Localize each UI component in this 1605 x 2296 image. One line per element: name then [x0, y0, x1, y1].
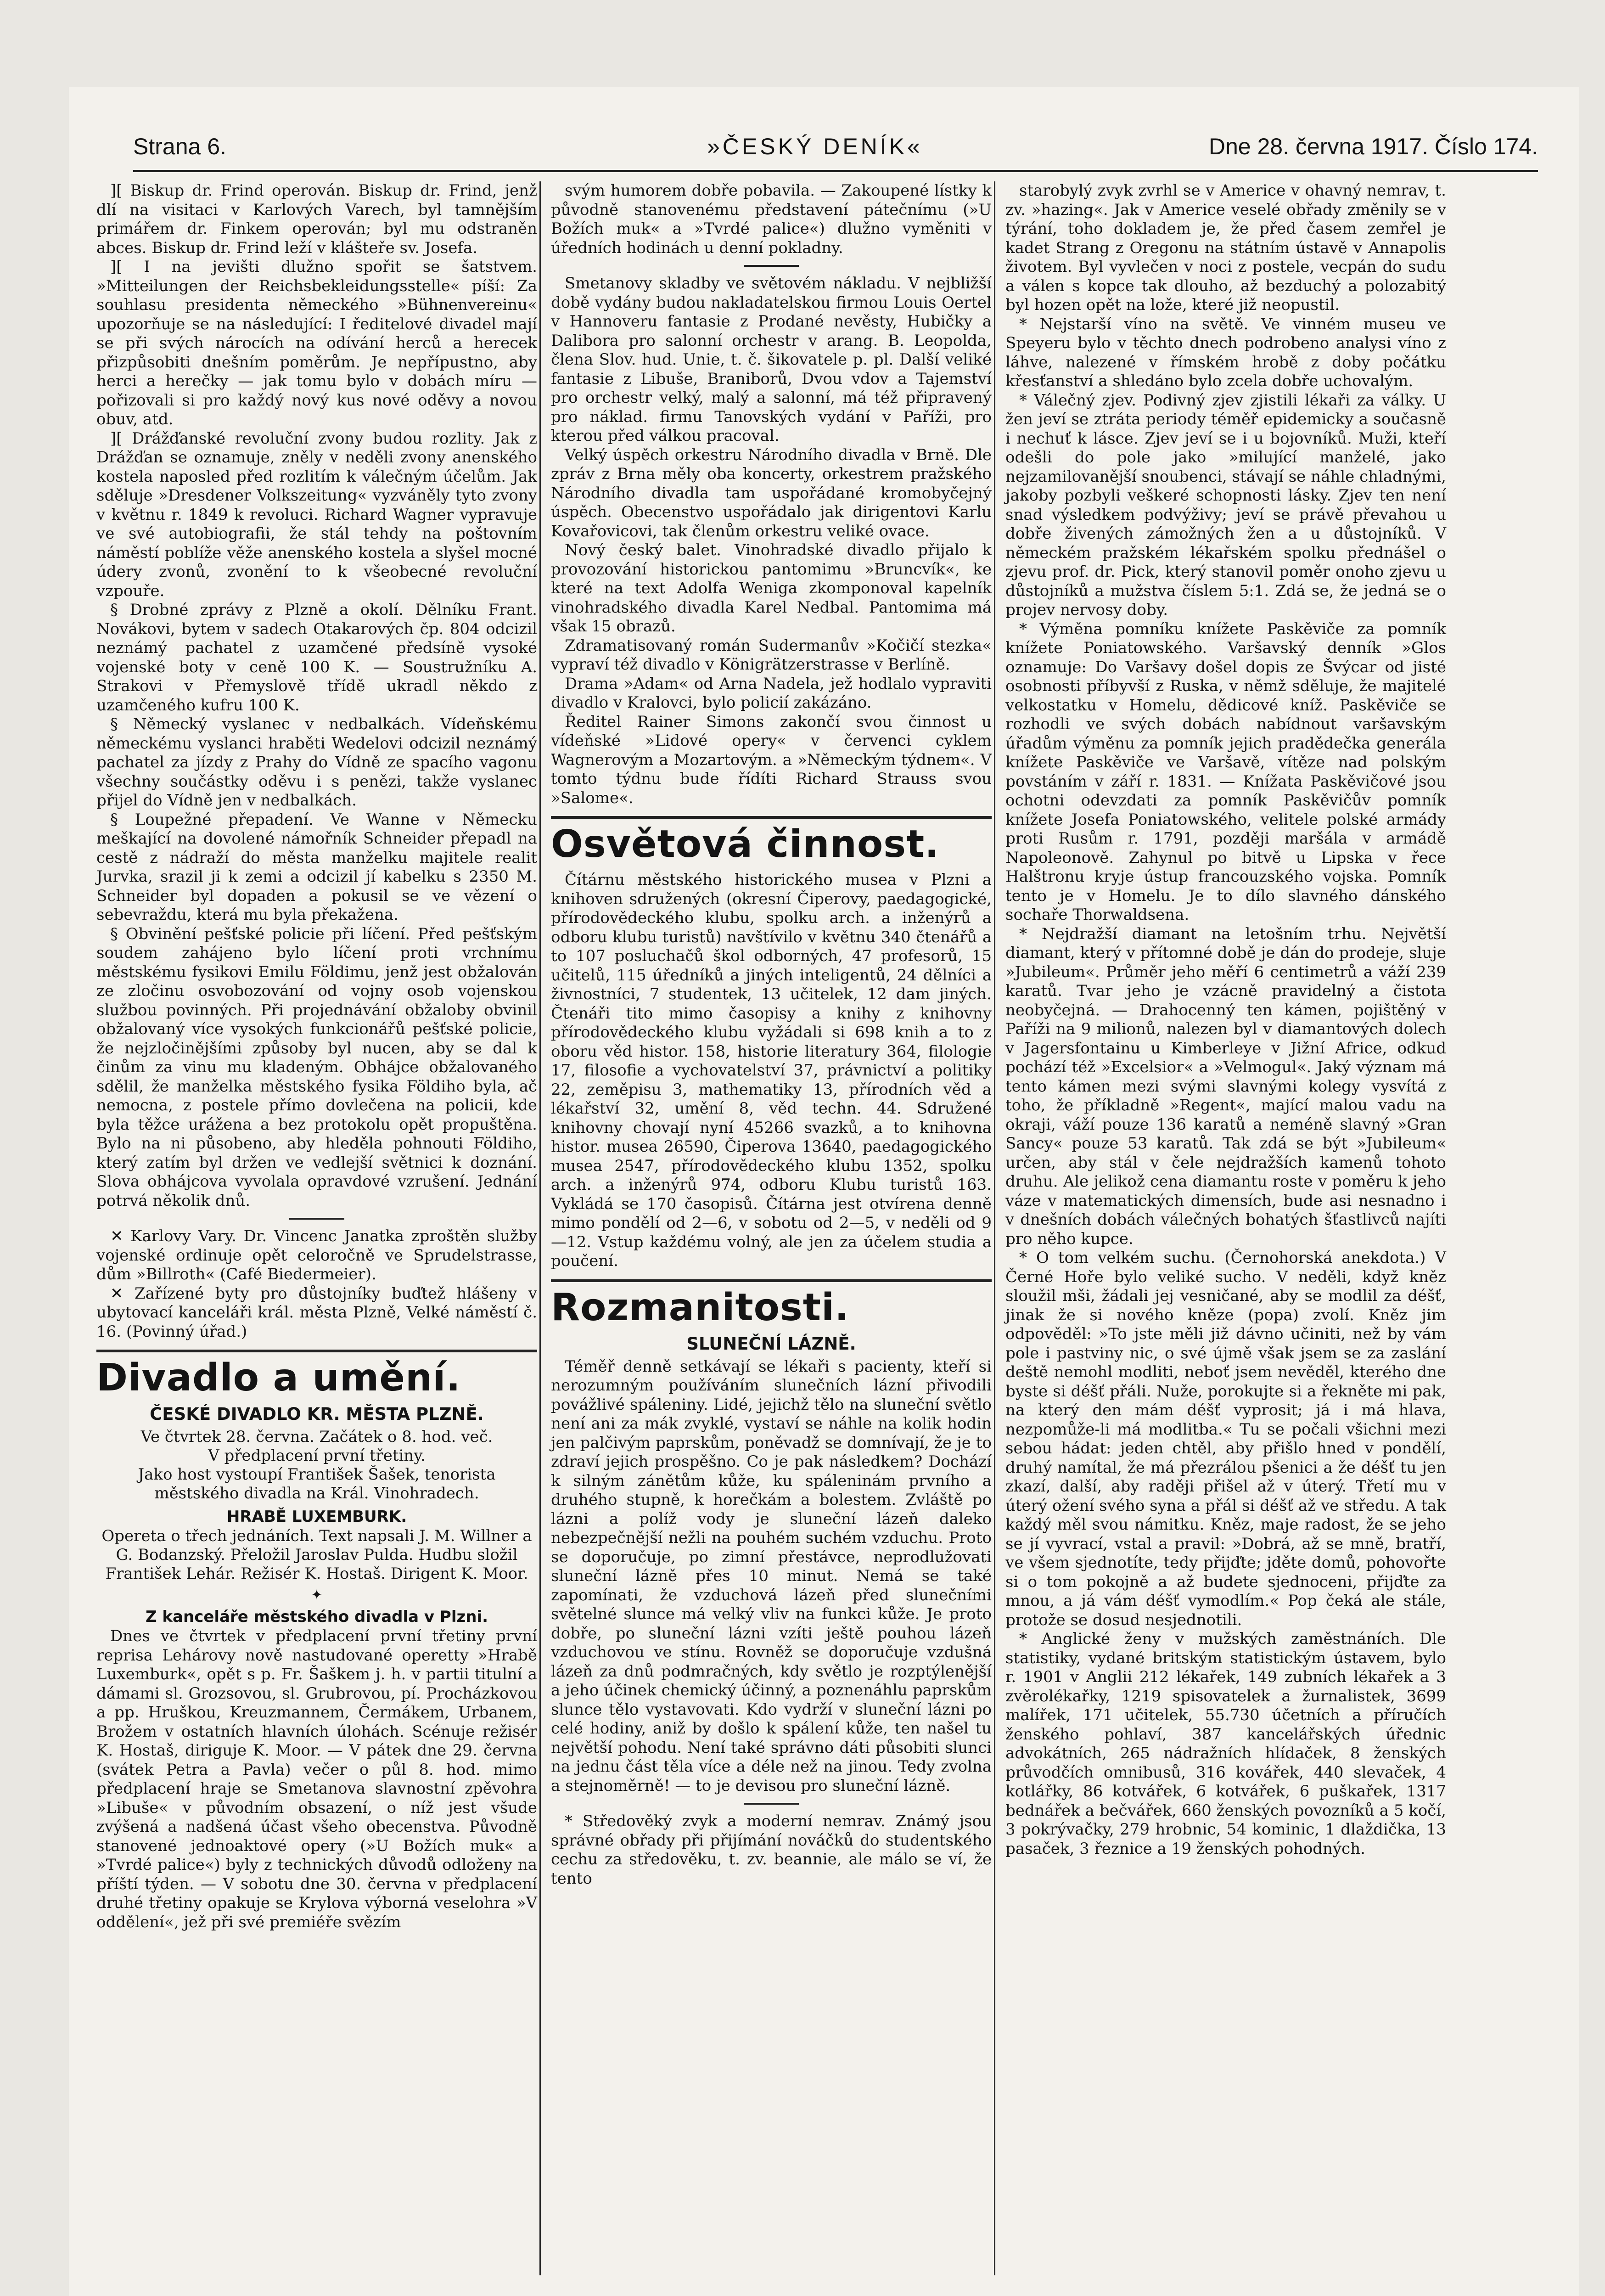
article: starobylý zvyk zvrhl se v Americe v ohavný nemrav, t. zv. »hazing«. Jak v Americe veselé obřady změnily se v týrání, toho dokladem je, že před časem zemřel je kadet Strang z Oregonu na státním ústavě v Annapolis životem. Byl vyvlečen v noci z postele, vecpán do sudu a válen s kopce tak dlouho, až bezduchý a polozabitý byl hozen opět na lože, které již neopustil. — [1005, 181, 1446, 314]
article: Ředitel Rainer Simons zakončí svou činnost u vídeňské »Lidové opery« v červenci cyklem Wagnerovým a Mozartovým. a »Německým týdnem«. V tomto týdnu bude řídíti Richard Strauss svou »Salome«. — [551, 712, 992, 807]
article: * Anglické ženy v mužských zaměstnáních. Dle statistiky, vydané britským statistickým ústavem, bylo r. 1901 v Anglii 212 lékařek, 149 zubních lékařek a 3 zvěrolékařky, 1219 spisovatelek a žurnalistek, 3699 malířek, 171 učitelek, 55.730 účetních a příručích ženského pohlaví, 387 kancelářských úřednic advokátních, 265 nádražních hlídaček, 8 ženských průvodčích omnibusů, 316 kovářek, 440 slevaček, 4 kotlářky, 86 kotvářek, 6 kotvářek, 6 puškařek, 1317 bednářek a bečvářek, 660 ženských povozníků a 5 kočí, 3 pokrývačky, 279 hrobnic, 54 kominic, 1 dlaždička, 13 pasaček, 3 řeznice a 19 ženských pohodných. — [1005, 1630, 1446, 1858]
article: * Válečný zjev. Podivný zjev zjistili lékaři za války. U žen jeví se ztráta periody téměř epidemicky a současně i nechuť k lásce. Zjev jeví se i u bojovníků. Muži, kteří odešli do pole jako »milující manželé, jako nejzamilovanější snoubenci, stávají se náhle chladnými, jakoby pozbyli veškeré schopnosti lásky. Zjev ten není snad výsledkem podvýživy; jeví se právě převahou u dobře živených zámožných žen a u důstojníků. V německém pražském lékařském spolku přednášel o zjevu prof. dr. Pick, který stanovil poměr onoho zjevu u důstojníků a mužstva číslem 5:1. Zdá se, že jedná se o projev nervosy doby. — [1005, 391, 1446, 619]
program-line: V předplacení první třetiny. — [208, 1446, 426, 1465]
article: * Nejdražší diamant na letošním trhu. Největší diamant, který v přítomné době je dán do prodeje, sluje »Jubileum«. Průměr jeho měří 6 centimetrů a váží 239 karatů. Tvar jeho je vzácně pravidelný a čistota neobyčejná. — Drahocenný ten kámen, pojištěný v Paříži na 9 milionů, nalezen byl v diamantových dolech v Jagersfontainu u Kimberleye v Jižní Africe, odkud pochází též »Excelsior« a »Velmogul«. Jaký význam má tento kámen mezi svými slavnými kolegy vysvítá z toho, že příkladně »Regent«, mající malou vadu na okraji, váží pouze 136 karatů a neméně slavný »Gran Sancy« pouze 53 karatů. Tak zdá se být »Jubileum« určen, aby stál v čele nejdražších kamenů tohoto druhu. Ale jelikož cena diamantu roste v poměru k jeho váze v matematických dimensích, bude asi nesnadno i v dnešních dobách válečných bohatých šťastlivců najíti pro něho kupce. — [1005, 924, 1446, 1248]
article: Dnes ve čtvrtek v předplacení první třetiny první reprisa Lehárovy nově nastudované operetty »Hrabě Luxemburk«, opět s p. Fr. Šaškem j. h. v partii titulní a dámami sl. Grozsovou, sl. Grubrovou, pí. Procházkovou a pp. Hruškou, Kreuzmannem, Čermákem, Urbanem, Brožem v ostatních hlavních úlohách. Scénuje režisér K. Hostaš, diriguje K. Moor. — V pátek dne 29. června (svátek Petra a Pavla) večer o půl 8. hod. mimo předplacení hraje se Smetanova slavnostní zpěvohra »Libuše« v původním obsazení, o níž jest všude zvýšená a nadšená účast všeho obecenstva. Původně stanovené jednoaktové opery (»U Božích muk« a »Tvrdé palice«) byly z technických důvodů odloženy na příští týden. — V sobotu dne 30. června v předplacení druhé třetiny opakuje se Krylova výborná veselohra »V oddělení«, jež při své premiéře svězím — [96, 1627, 537, 1931]
program-line: Ve čtvrtek 28. června. Začátek o 8. hod. več. — [140, 1428, 493, 1446]
article: ][ Biskup dr. Frind operován. Biskup dr. Frind, jenž dlí na visitaci v Karlových Varech, byl tamnějším primářem dr. Finkem operován; byl mu odstraněn abces. Biskup dr. Frind leží v klášteře sv. Josefa. — [96, 181, 537, 257]
play-title: HRABĚ LUXEMBURK. — [226, 1508, 407, 1526]
section-title: Rozmanitosti. — [551, 1279, 992, 1329]
column-2 — [551, 181, 992, 1888]
column-rule — [539, 181, 541, 2275]
page-number: Strana 6. — [133, 134, 226, 159]
article: Smetanovy skladby ve světovém nákladu. V nejbližší době vydány budou nakladatelskou firmou Louis Oertel v Hannoveru fantasie z Prodané nevěsty, Hubičky a Dalibora pro salonní orchestr v arang. B. Leopolda, člena Slov. hud. Unie, t. č. šikovatele p. pl. Další veliké fantasie z Libuše, Braniborů, Dvou vdov a Tajemství pro orchestr velký, malý a salonní, má též připravený pro náklad. firmu Tanovských vydání v Paříži, pro kterou před válkou pracoval. — [551, 274, 992, 445]
section-title: Osvětová činnost. — [551, 816, 992, 866]
program-line: Jako host vystoupí František Šašek, tenorista městského divadla na Král. Vinohradech. — [138, 1465, 496, 1503]
article: § Drobné zprávy z Plzně a okolí. Dělníku Frant. Novákovi, bytem v sadech Otakarových čp. 804 odcizil neznámý pachatel z uzamčené předsíně vysoké vojenské boty v ceně 100 K. — Soustružníku A. Strakovi v Přemyslově třídě ukradl někdo z uzamčeného kufru 100 K. — [96, 601, 537, 715]
article: Nový český balet. Vinohradské divadlo přijalo k provozování historickou pantomimu »Bruncvík«, ke které na text Adolfa Weniga zkomponoval kapelník vinohradského divadla Karel Nedbal. Pantomima má však 15 obrazů. — [551, 541, 992, 636]
section-subtitle: ČESKÉ DIVADLO KR. MĚSTA PLZNĚ. — [150, 1404, 484, 1424]
article: Téměř denně setkávají se lékaři s pacienty, kteří si nerozumným používáním slunečních lázní přivodili povážlivé spáleniny. Lidé, jejichž tělo na sluneční světlo není ani za mák zvyklé, vystaví se náhle na kolik hodin jen palčivým paprskům, poněvadž se domnívají, že je to zdraví jejich prospěšno. Co je pak následkem? Dochází k silným zánětům kůže, ku spáleninám prvního a druhého stupně, k horečkám a bolestem. Zvláště po lázni a políž vody je sluneční lázeň daleko nebezpečnější nežli na pouhém suchém vzduchu. Proto se doporučuje, po zimní přestávce, neprodlužovati sluneční lázně přes 10 minut. Nemá se také zapomínati, že vzduchová lázeň před slunečními světelné slunce má velký vliv na funkci kůže. Je proto dobře, po sluneční lázni vzíti ještě pouhou lázeň vzduchovou ve stínu. Rovněž se doporučuje vzdušná lázeň za dnů podmračných, kdy světlo je rozptýlenější a jeho účinek chemický účinný, a poznenáhlu paprskům slunce tělo vystavovati. Kdo vydrží v sluneční lázni po celé hodiny, aniž by došlo k spálení kůže, ten našel tu největší pohodu. Není také správno dáti působiti slunci na jednu část těla více a déle než na jinou. Tedy zvolna a stejnoměrně! — to je devisou pro sluneční lázně. — [551, 1357, 992, 1795]
article: Čítárnu městského historického musea v Plzni a knihoven sdružených (okresní Čiperovy, paedagogické, přírodovědeckého klubu, spolku arch. a inženýrů a odboru klubu turistů) navštívilo v květnu 340 čtenářů a to 107 posluchačů škol odborných, 47 profesorů, 15 učitelů, 115 úředníků a jiných inteligentů, 24 dělníci a živnostníci, 7 studentek, 13 učitelek, 12 dam jiných. Čtenáři tito mimo časopisy a knihy z knihovny přírodovědeckého klubu vyžádali si 698 knih a to z oboru věd histor. 158, historie literatury 364, filologie 17, filosofie a vychovatelství 37, právnictví a politiky 22, zeměpisu 3, mathematiky 13, přírodních věd a lékařství 32, umění 8, věd techn. 44. Sdružené knihovny chovají nyní 45266 svazků, a to knihovna histor. musea 26590, Čiperova 13640, paedagogického musea 2547, přírodovědeckého klubu 1352, spolku arch. a inženýrů 974, odboru Klubu turistů 163. Vykládá se 170 časopisů. Čítárna jest otvírena denně mimo pondělí od 2—6, v sobotu od 2—5, v neděli od 9—12. Vstup každému volný, ale jen za účelem studia a poučení. — [551, 871, 992, 1270]
article: * Výměna pomníku knížete Paskěviče za pomník knížete Poniatowského. Varšavský denník »Glos oznamuje: Do Varšavy došel dopis ze Švýcar od jisté osobnosti příbyvší z Ruska, v němž sděluje, že majitelé velkostatku v Homelu, dědicové kníž. Paskěviče se rozhodli ve svých dobách nabídnout varšavským úřadům výměnu za pomník jejich pradědečka generála knížete Paskěviče ve Varšavě, vítěze nad polským povstáním v září r. 1831. — Knížata Paskěvičové jsou ochotni odevzdati za pomník Paskěvičův pomník knížete Josefa Poniatowského, velitele polské armády proti Rusům r. 1791, později maršála v armádě Napoleonově. Zahynul po bitvě u Lipska v řece Halštronu kryje ústup francouzského vojska. Pomník tento je v Homelu. Je to dílo slavného dánského sochaře Thorwaldsena. — [1005, 619, 1446, 924]
section-title: Divadlo a umění. — [96, 1350, 537, 1400]
article: Drama »Adam« od Arna Nadela, jež hodlalo vypraviti divadlo v Kralovci, bylo policií zakázáno. — [551, 674, 992, 712]
issue-date: Dne 28. června 1917. Číslo 174. — [1208, 134, 1538, 159]
column-3 — [1005, 181, 1446, 1858]
article: svým humorem dobře pobavila. — Zakoupené lístky k původně stanovenému představení pátečnímu (»U Božích muk« a »Tvrdé palice«) dlužno vyměniti v úředních hodinách u denní pokladny. — [551, 181, 992, 257]
masthead: »ČESKÝ DENÍK« — [707, 134, 923, 159]
article: Zdramatisovaný román Sudermanův »Kočičí stezka« vypraví též divadlo v Königrätzerstrasse v Berlíně. — [551, 636, 992, 674]
notice: ✕ Karlovy Vary. Dr. Vincenc Janatka zproštěn služby vojenské ordinuje opět celoročně ve Sprudelstrasse, dům »Billroth« (Café Biedermeier). — [96, 1227, 537, 1283]
divider — [744, 1803, 799, 1805]
article: Velký úspěch orkestru Národního divadla v Brně. Dle zpráv z Brna měly oba koncerty, orkestrem pražského Národního divadla tam uspořádané kromobyčejný úspěch. Obecenstvo uspořádalo jak dirigentovi Karlu Kovařovicovi, tak členům orkestru veliké ovace. — [551, 445, 992, 540]
column-rule — [994, 181, 995, 2275]
article: * Středověký zvyk a moderní nemrav. Známý jsou správné obřady při přijímání nováčků do studentského cechu za středověku, t. zv. beannie, ale málo se ví, že tento — [551, 1812, 992, 1888]
article: ][ I na jevišti dlužno spořit se šatstvem. »Mitteilungen der Reichsbekleidungsstelle« píší: Za souhlasu presidenta německého »Bühnenvereinu« upozorňuje se na následující: I ředitelové divadel mají se při svých nárocích na odívání herců a herecek přizpůsobiti dnešním poměrům. Je nepřípustno, aby herci a herečky — jak tomu bylo v dobách míru — pořizovali si pro každý nový kus nové oděvy a novou obuv, atd. — [96, 258, 537, 428]
article: * Nejstarší víno na světě. Ve vinném museu ve Speyeru bylo v těchto dnech podrobeno analysi víno z láhve, nalezené v římském hrobě z doby počátku křesťanství a shledáno bylo zcela dobře uchovalým. — [1005, 315, 1446, 390]
article: ][ Drážďanské revoluční zvony budou rozlity. Jak z Drážďan se oznamuje, zněly v neděli zvony anenského kostela naposled před rozlitím k válečným účelům. Jak sděluje »Dresdener Volkszeitung« vyzváněly tyto zvony v květnu r. 1849 k revoluci. Richard Wagner vypravuje ve své autobiografii, že stál tehdy na poštovním náměstí poblíže věže anenského kostela a slyšel mocné údery zvonů, zvonění to k všeobecné revoluční vzpouře. — [96, 429, 537, 600]
article: * O tom velkém suchu. (Černohorská anekdota.) V Černé Hoře bylo veliké sucho. V neděli, když kněz sloužil mši, žádali jej vesničané, aby se modlil za déšť, jinak že si nového kněze (popa) zvolí. Kněz jim odpověděl: »To jste měli již dávno učiniti, než by vám pole i pastviny nic, o své újmě však jsem se za zaslání deště nemohl modliti, neboť jsem nevěděl, kterého dne byste si déšť přáli. Nuže, porokujte si a řekněte mi pak, na který den mám déšť vyprosit; já i má hlava, nezpomůže-li má modlitba.« Tu se počali všichni mezi sebou hádat: jeden chtěl, aby přišlo hned v pondělí, druhý namítal, že má přezrálou pšenici a že déšť tu jen zkazí, další, aby raději přišel až v úterý. Třetí mu v úterý ožení svého syna a přál si déšť až ve středu. A tak každý měl svou námitku. Kněz, maje radost, že se jeho se jí vyvrací, vstal a pravil: »Dobrá, až se mně, bratří, ve všem sjednotíte, tedy přijďte; jděte domů, pohovořte si o tom pokojně a až budete sjednoceni, přijďte za mnou, a já vám déšť vymodlím.« Pop čeká ale stále, protože se dosud nesjednotili. — [1005, 1249, 1446, 1629]
article: § Loupežné přepadení. Ve Wanne v Německu meškající na dovolené námořník Schneider přepadl na cestě z nádraží do města manželku majitele realit Jurvka, srazil ji k zemi a odcizil jí kabelku s 2350 M. Schneider byl dopaden a pokusil se ve vězení o sebevraždu, která mu byla překažena. — [96, 810, 537, 924]
column-1 — [96, 181, 537, 1932]
section-subtitle: SLUNEČNÍ LÁZNĚ. — [686, 1334, 856, 1354]
notice: ✕ Zařízené byty pro důstojníky buďtež hlášeny v ubytovací kanceláři král. města Plzně, Velké náměstí č. 16. (Povinný úřad.) — [96, 1284, 537, 1341]
divider — [744, 265, 799, 267]
article: § Obvinění pešťské policie při líčení. Před pešťským soudem zahájeno bylo líčení proti vrchnímu městskému fysikovi Emilu Földimu, jenž jest obžalován ze zločinu osvobozování od vojny osob vojenskou službou povinných. Při projednávání obžaloby obvinil obžalovaný více vysokých funkcionářů pešťské policie, že nejzločinějšími způsoby byl nucen, aby se dal k činům za vinu mu kladeným. Obhájce obžalovaného sdělil, že manželka městského fysika Földiho byla, ač nemocna, z postele přímo dovlečena na policii, kde byla těžce urážena a bez protokolu opět propuštěna. Bylo na ni působeno, aby hleděla pohnouti Földiho, který zatím byl držen ve vedlejší světnici k doznání. Slova obhájcova vyvolala opravdové vzrušení. Jednání potrvá několik dnů. — [96, 924, 537, 1210]
page-header — [133, 129, 1538, 172]
sub-heading: Z kanceláře městského divadla v Plzni. — [145, 1608, 488, 1626]
divider-ornament: ✦ — [311, 1587, 323, 1603]
article: § Německý vyslanec v nedbalkách. Vídeňskému německému vyslanci hraběti Wedelovi odcizil neznámý pachatel za jízdy z Prahy do Vídně ze spacího vagonu všechny součástky oděvu i s penězi, takže vyslanec přijel do Vídně jen v nedbalkách. — [96, 715, 537, 810]
newspaper-page — [69, 87, 1579, 2296]
divider — [289, 1218, 344, 1220]
program-line: Opereta o třech jednáních. Text napsali J. M. Willner a G. Bodanzský. Přeložil Jaroslav Pulda. Hudbu složil František Lehár. Režisér K. Hostaš. Dirigent K. Moor. — [101, 1527, 532, 1583]
